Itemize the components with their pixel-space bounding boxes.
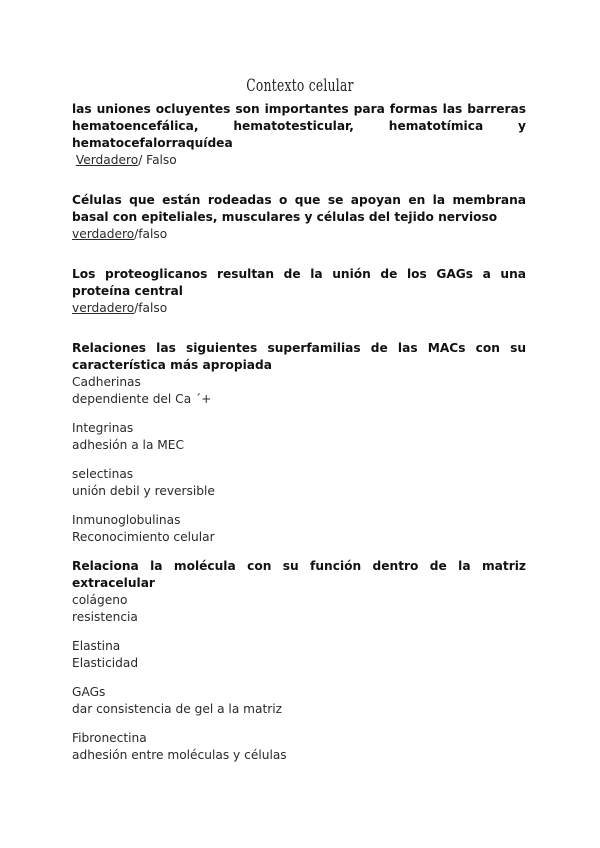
section-heading: Relaciona la molécula con su función dentro de la matriz extracelular	[72, 559, 526, 590]
answer-alternative: / Falso	[138, 153, 177, 167]
question-text: Células que están rodeadas o que se apoyan en la membrana basal con epiteliales, musculares y células del tejido nervioso	[72, 193, 526, 224]
question-block	[72, 192, 526, 243]
match-term: colágeno	[72, 593, 128, 607]
question-text: las uniones ocluyentes son importantes para formas las barreras hematoencefálica, hematotesticular, hematotímica y hematocefalorraquídea	[72, 102, 526, 150]
answer-alternative: /falso	[134, 301, 168, 315]
match-section-macs	[72, 340, 526, 546]
question-block	[72, 101, 526, 169]
match-pair	[72, 592, 526, 626]
question-block	[72, 266, 526, 317]
match-pair	[72, 730, 526, 764]
match-pair	[72, 466, 526, 500]
answer-selected: verdadero	[72, 301, 135, 315]
answer-line	[72, 226, 526, 243]
answer-selected: verdadero	[72, 227, 135, 241]
document-body	[72, 101, 526, 776]
match-term: Fibronectina	[72, 731, 147, 745]
match-term: Elastina	[72, 639, 121, 653]
match-section-mec	[72, 558, 526, 764]
answer-alternative: /falso	[134, 227, 168, 241]
match-term: GAGs	[72, 685, 106, 699]
match-description: dar consistencia de gel a la matriz	[72, 702, 283, 716]
match-pair	[72, 512, 526, 546]
answer-selected: Verdadero	[75, 153, 139, 167]
match-pair	[72, 374, 526, 408]
match-description: adhesión a la MEC	[72, 438, 185, 452]
answer-line	[72, 300, 526, 317]
match-description: dependiente del Ca ´+	[72, 392, 212, 406]
answer-line	[72, 152, 526, 169]
section-heading: Relaciones las siguientes superfamilias de las MACs con su característica más apropiada	[72, 341, 526, 372]
match-description: resistencia	[72, 610, 138, 624]
page-title: Contexto celular	[246, 76, 354, 96]
match-term: Inmunoglobulinas	[72, 513, 181, 527]
question-text: Los proteoglicanos resultan de la unión de los GAGs a una proteína central	[72, 267, 526, 298]
match-description: unión debil y reversible	[72, 484, 215, 498]
match-description: Elasticidad	[72, 656, 139, 670]
match-pair	[72, 638, 526, 672]
match-description: Reconocimiento celular	[72, 530, 215, 544]
match-term: selectinas	[72, 467, 134, 481]
match-pair	[72, 684, 526, 718]
match-description: adhesión entre moléculas y células	[72, 748, 287, 762]
match-term: Cadherinas	[72, 375, 141, 389]
match-term: Integrinas	[72, 421, 134, 435]
match-pair	[72, 420, 526, 454]
